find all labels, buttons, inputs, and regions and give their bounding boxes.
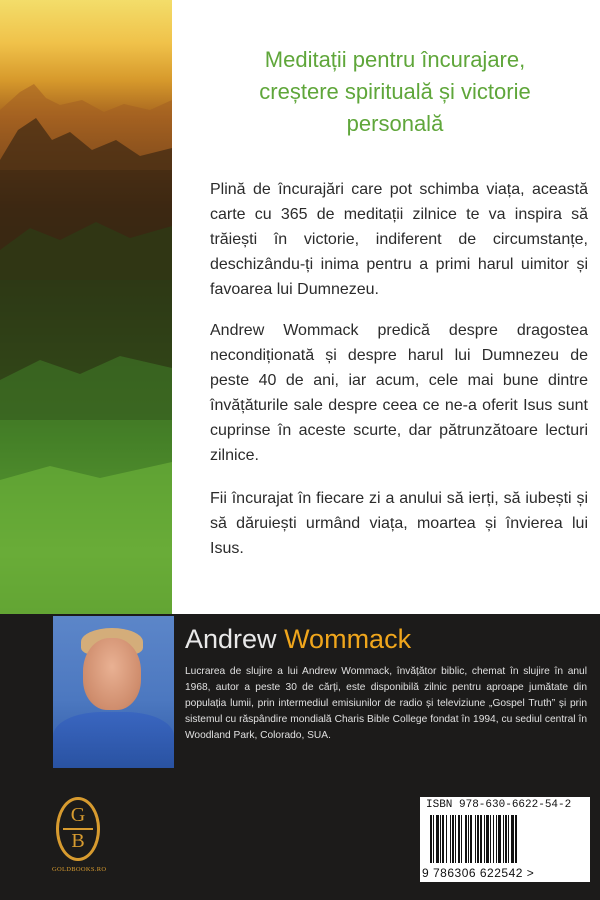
barcode-stripe (503, 815, 504, 863)
logo-letter-b: B (71, 830, 85, 852)
barcode-stripe (490, 815, 491, 863)
publisher-logo (56, 797, 100, 861)
description-paragraph-1: Plină de încurajări care pot schimba viața, această carte cu 365 de meditații zilnice te va inspira să trăiești în victorie, indiferent de circumstanțe, deschizându-ți inima pentru a primi harul uimitor și favoarea lui Dumnezeu. (210, 181, 588, 298)
barcode-stripe (450, 815, 451, 863)
barcode-stripe (455, 815, 456, 863)
mountain-silhouette (0, 0, 172, 614)
barcode-stripe (475, 815, 476, 863)
barcode-stripe (480, 815, 482, 863)
barcode-stripe (505, 815, 507, 863)
barcode-stripe (477, 815, 479, 863)
barcode-stripe (446, 815, 447, 863)
author-face (83, 638, 141, 710)
barcode-stripe (440, 815, 441, 863)
barcode-stripe (511, 815, 514, 863)
barcode-stripe (430, 815, 432, 863)
barcode-stripe (470, 815, 472, 863)
barcode-stripe (493, 815, 494, 863)
barcode-stripe (436, 815, 439, 863)
barcode-stripe (496, 815, 497, 863)
headline-line-3: personală (346, 111, 444, 136)
barcode-digits: 9 786306 622542 > (422, 866, 535, 880)
headline-line-2: creștere spirituală și victorie (259, 79, 531, 104)
barcode-stripe (498, 815, 501, 863)
logo-letter-g: G (70, 804, 86, 826)
cover-headline (200, 44, 590, 140)
description-paragraph-3: Fii încurajat în fiecare zi a anului să ierți, să iubești și să dăruiești urmând viața, moartea și învierea lui Isus. (210, 490, 588, 557)
barcode-stripe (484, 815, 485, 863)
author-shirt (53, 712, 174, 768)
author-last-name: Wommack (284, 624, 412, 654)
barcode-stripe (458, 815, 460, 863)
barcode-stripe (433, 815, 434, 863)
author-photo (53, 616, 174, 768)
barcode-stripe (465, 815, 467, 863)
barcode-stripe (442, 815, 444, 863)
barcode-bars (428, 815, 588, 865)
barcode-stripe (452, 815, 454, 863)
author-name (185, 622, 411, 656)
landscape-image (0, 0, 172, 614)
headline-line-1: Meditații pentru încurajare, (264, 47, 526, 72)
barcode-stripe (515, 815, 517, 863)
barcode-stripe (508, 815, 509, 863)
author-first-name: Andrew (185, 624, 277, 654)
publisher-name: GOLDBOOKS.RO (52, 866, 107, 873)
barcode-stripe (461, 815, 462, 863)
description-paragraph-2: Andrew Wommack predică despre dragostea necondiționată și despre harul lui Dumnezeu de peste 40 de ani, iar acum, cele mai bune dintre învățăturile sale despre ceea ce ne-a oferit Isus sunt cuprinse în aceste scurte, dar pătrunzătoare lecturi zilnice. (210, 322, 588, 464)
barcode-stripe (468, 815, 469, 863)
author-bio: Lucrarea de slujire a lui Andrew Wommack, învățător biblic, chemat în slujire în anul 1968, autor a peste 30 de cărți, este disponibilă zilnic pentru aproape jumătate din populația lumii, prin intermediul emisiunilor de radio și televiziune „Gospel Truth” și prin sistemul cu răspândire mondială Charis Bible College fondat în 1994, cu sediul central în Woodland Park, Colorado, SUA. (185, 666, 587, 741)
barcode-stripe (486, 815, 489, 863)
isbn-label: ISBN 978-630-6622-54-2 (426, 799, 572, 811)
